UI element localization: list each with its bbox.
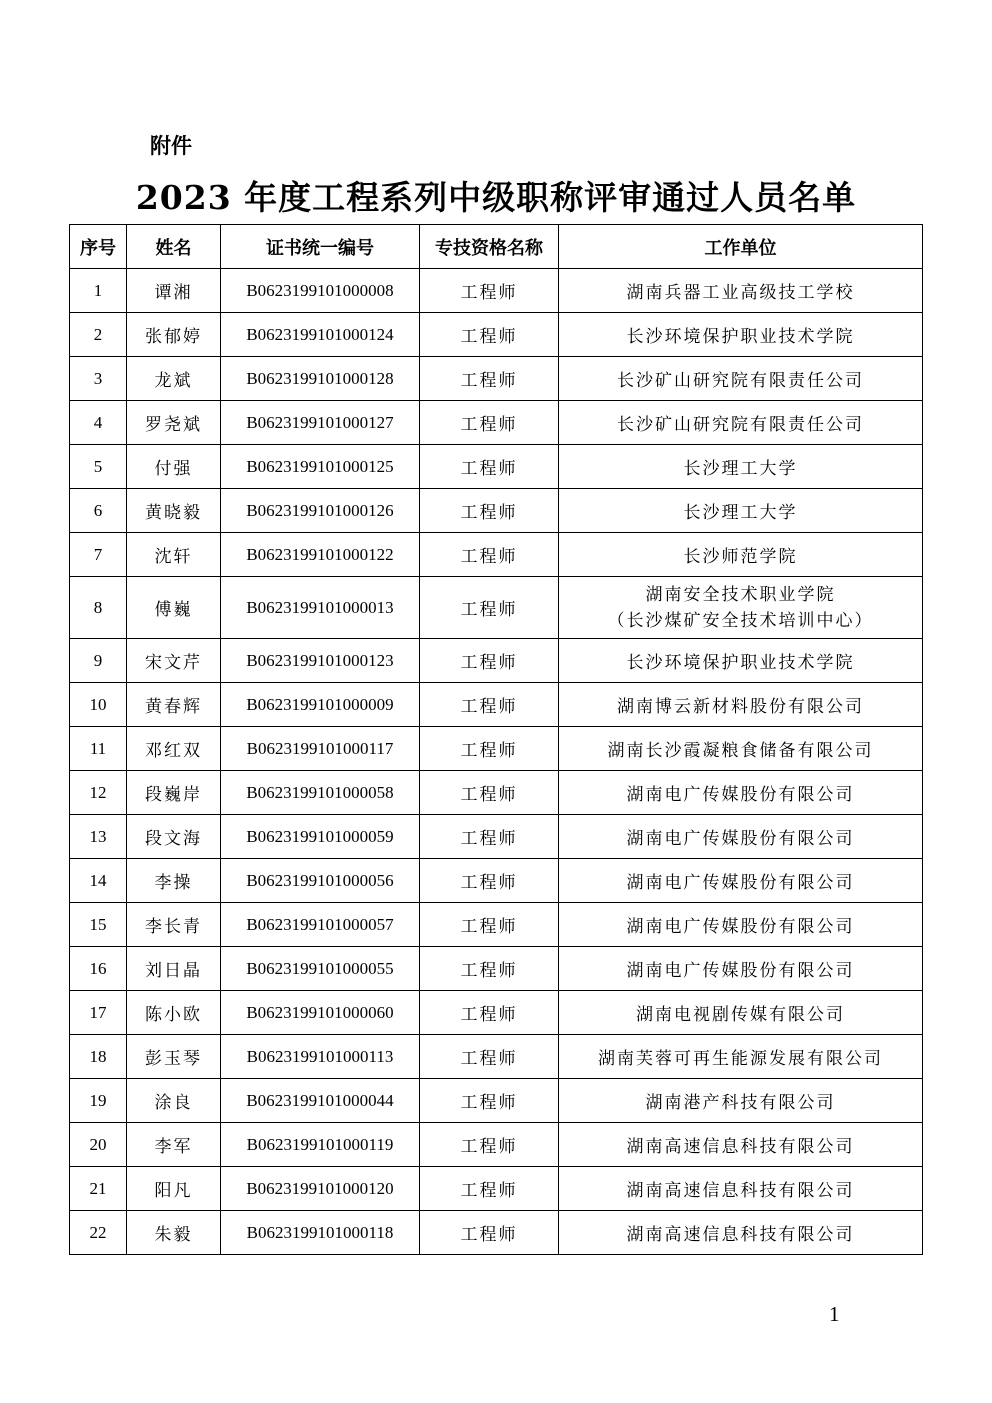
row-qualification: 工程师 [420, 445, 559, 489]
row-serial-number: 14 [70, 859, 127, 903]
row-name: 段文海 [127, 815, 221, 859]
table-row [70, 991, 923, 1035]
row-serial-number: 17 [70, 991, 127, 1035]
table-row [70, 533, 923, 577]
row-name: 沈轩 [127, 533, 221, 577]
table-row [70, 357, 923, 401]
row-work-unit: 湖南兵器工业高级技工学校 [559, 269, 923, 313]
row-work-unit: 湖南博云新材料股份有限公司 [559, 683, 923, 727]
row-certificate-number: B0623199101000127 [221, 401, 420, 445]
row-serial-number: 6 [70, 489, 127, 533]
row-name: 罗尧斌 [127, 401, 221, 445]
row-certificate-number: B0623199101000128 [221, 357, 420, 401]
row-work-unit [559, 577, 923, 639]
row-serial-number: 15 [70, 903, 127, 947]
row-qualification: 工程师 [420, 533, 559, 577]
row-certificate-number: B0623199101000056 [221, 859, 420, 903]
row-qualification: 工程师 [420, 313, 559, 357]
row-work-unit: 湖南港产科技有限公司 [559, 1079, 923, 1123]
row-serial-number: 3 [70, 357, 127, 401]
row-certificate-number: B0623199101000059 [221, 815, 420, 859]
row-certificate-number: B0623199101000119 [221, 1123, 420, 1167]
row-serial-number: 13 [70, 815, 127, 859]
row-certificate-number: B0623199101000057 [221, 903, 420, 947]
row-work-unit: 长沙师范学院 [559, 533, 923, 577]
row-serial-number: 5 [70, 445, 127, 489]
table-row [70, 639, 923, 683]
row-qualification: 工程师 [420, 577, 559, 639]
row-qualification: 工程师 [420, 683, 559, 727]
row-name: 傅巍 [127, 577, 221, 639]
row-certificate-number: B0623199101000122 [221, 533, 420, 577]
row-qualification: 工程师 [420, 727, 559, 771]
table-row [70, 1167, 923, 1211]
row-name: 陈小欧 [127, 991, 221, 1035]
row-name: 黄晓毅 [127, 489, 221, 533]
row-serial-number: 11 [70, 727, 127, 771]
row-name: 刘日晶 [127, 947, 221, 991]
row-certificate-number: B0623199101000123 [221, 639, 420, 683]
row-certificate-number: B0623199101000125 [221, 445, 420, 489]
row-qualification: 工程师 [420, 815, 559, 859]
row-name: 谭湘 [127, 269, 221, 313]
row-qualification: 工程师 [420, 401, 559, 445]
table-row [70, 1211, 923, 1255]
row-serial-number: 22 [70, 1211, 127, 1255]
row-name: 邓红双 [127, 727, 221, 771]
table-row [70, 401, 923, 445]
row-serial-number: 16 [70, 947, 127, 991]
row-serial-number: 21 [70, 1167, 127, 1211]
table-row [70, 445, 923, 489]
table-row [70, 1079, 923, 1123]
row-name: 朱毅 [127, 1211, 221, 1255]
row-work-unit: 长沙理工大学 [559, 445, 923, 489]
table-row [70, 577, 923, 639]
table-row [70, 313, 923, 357]
row-certificate-number: B0623199101000058 [221, 771, 420, 815]
row-work-unit: 湖南电广传媒股份有限公司 [559, 771, 923, 815]
table-row [70, 859, 923, 903]
row-certificate-number: B0623199101000044 [221, 1079, 420, 1123]
row-work-unit: 湖南芙蓉可再生能源发展有限公司 [559, 1035, 923, 1079]
attachment-label: 附件 [150, 134, 192, 158]
table-row [70, 947, 923, 991]
row-certificate-number: B0623199101000013 [221, 577, 420, 639]
row-qualification: 工程师 [420, 991, 559, 1035]
table-row [70, 683, 923, 727]
row-work-unit: 湖南电视剧传媒有限公司 [559, 991, 923, 1035]
row-name: 付强 [127, 445, 221, 489]
table-header-row [70, 225, 923, 269]
row-name: 李操 [127, 859, 221, 903]
row-work-unit: 湖南高速信息科技有限公司 [559, 1167, 923, 1211]
table-row [70, 269, 923, 313]
header-serial-number: 序号 [70, 225, 127, 269]
table-row [70, 489, 923, 533]
table-row [70, 1035, 923, 1079]
row-work-unit: 长沙环境保护职业技术学院 [559, 639, 923, 683]
row-certificate-number: B0623199101000120 [221, 1167, 420, 1211]
row-work-unit-line1: 湖南安全技术职业学院 [645, 584, 836, 605]
row-certificate-number: B0623199101000008 [221, 269, 420, 313]
table-row [70, 1123, 923, 1167]
row-certificate-number: B0623199101000126 [221, 489, 420, 533]
row-work-unit: 湖南电广传媒股份有限公司 [559, 815, 923, 859]
header-qualification: 专技资格名称 [420, 225, 559, 269]
row-work-unit: 长沙矿山研究院有限责任公司 [559, 357, 923, 401]
row-qualification: 工程师 [420, 1211, 559, 1255]
row-name: 龙斌 [127, 357, 221, 401]
row-qualification: 工程师 [420, 269, 559, 313]
table-row [70, 903, 923, 947]
header-work-unit: 工作单位 [559, 225, 923, 269]
table-row [70, 771, 923, 815]
row-serial-number: 19 [70, 1079, 127, 1123]
page-number: 1 [829, 1302, 840, 1326]
row-qualification: 工程师 [420, 859, 559, 903]
row-qualification: 工程师 [420, 903, 559, 947]
row-serial-number: 4 [70, 401, 127, 445]
row-certificate-number: B0623199101000113 [221, 1035, 420, 1079]
row-name: 阳凡 [127, 1167, 221, 1211]
table-row [70, 727, 923, 771]
row-certificate-number: B0623199101000055 [221, 947, 420, 991]
row-name: 李军 [127, 1123, 221, 1167]
row-name: 李长青 [127, 903, 221, 947]
row-work-unit-line2: （长沙煤矿安全技术培训中心） [607, 610, 874, 631]
row-certificate-number: B0623199101000009 [221, 683, 420, 727]
row-work-unit: 湖南电广传媒股份有限公司 [559, 903, 923, 947]
row-work-unit: 湖南电广传媒股份有限公司 [559, 947, 923, 991]
personnel-table [69, 224, 923, 1255]
row-qualification: 工程师 [420, 1079, 559, 1123]
row-qualification: 工程师 [420, 357, 559, 401]
row-name: 涂良 [127, 1079, 221, 1123]
row-name: 黄春辉 [127, 683, 221, 727]
row-serial-number: 12 [70, 771, 127, 815]
row-qualification: 工程师 [420, 1035, 559, 1079]
row-work-unit: 湖南长沙霞凝粮食储备有限公司 [559, 727, 923, 771]
row-work-unit: 湖南高速信息科技有限公司 [559, 1211, 923, 1255]
row-certificate-number: B0623199101000117 [221, 727, 420, 771]
table-row [70, 815, 923, 859]
row-serial-number: 7 [70, 533, 127, 577]
row-serial-number: 9 [70, 639, 127, 683]
row-certificate-number: B0623199101000060 [221, 991, 420, 1035]
row-serial-number: 2 [70, 313, 127, 357]
row-work-unit: 长沙环境保护职业技术学院 [559, 313, 923, 357]
row-work-unit: 长沙理工大学 [559, 489, 923, 533]
row-serial-number: 10 [70, 683, 127, 727]
row-name: 彭玉琴 [127, 1035, 221, 1079]
row-qualification: 工程师 [420, 1123, 559, 1167]
row-name: 段巍岸 [127, 771, 221, 815]
document-title: 2023 年度工程系列中级职称评审通过人员名单 [135, 178, 857, 217]
header-name: 姓名 [127, 225, 221, 269]
header-certificate-number: 证书统一编号 [221, 225, 420, 269]
row-work-unit: 湖南电广传媒股份有限公司 [559, 859, 923, 903]
row-serial-number: 20 [70, 1123, 127, 1167]
row-qualification: 工程师 [420, 489, 559, 533]
row-qualification: 工程师 [420, 771, 559, 815]
row-certificate-number: B0623199101000124 [221, 313, 420, 357]
row-name: 宋文芹 [127, 639, 221, 683]
row-name: 张郁婷 [127, 313, 221, 357]
row-qualification: 工程师 [420, 639, 559, 683]
row-serial-number: 1 [70, 269, 127, 313]
row-work-unit: 湖南高速信息科技有限公司 [559, 1123, 923, 1167]
row-certificate-number: B0623199101000118 [221, 1211, 420, 1255]
row-qualification: 工程师 [420, 947, 559, 991]
row-serial-number: 8 [70, 577, 127, 639]
row-work-unit: 长沙矿山研究院有限责任公司 [559, 401, 923, 445]
row-serial-number: 18 [70, 1035, 127, 1079]
row-qualification: 工程师 [420, 1167, 559, 1211]
